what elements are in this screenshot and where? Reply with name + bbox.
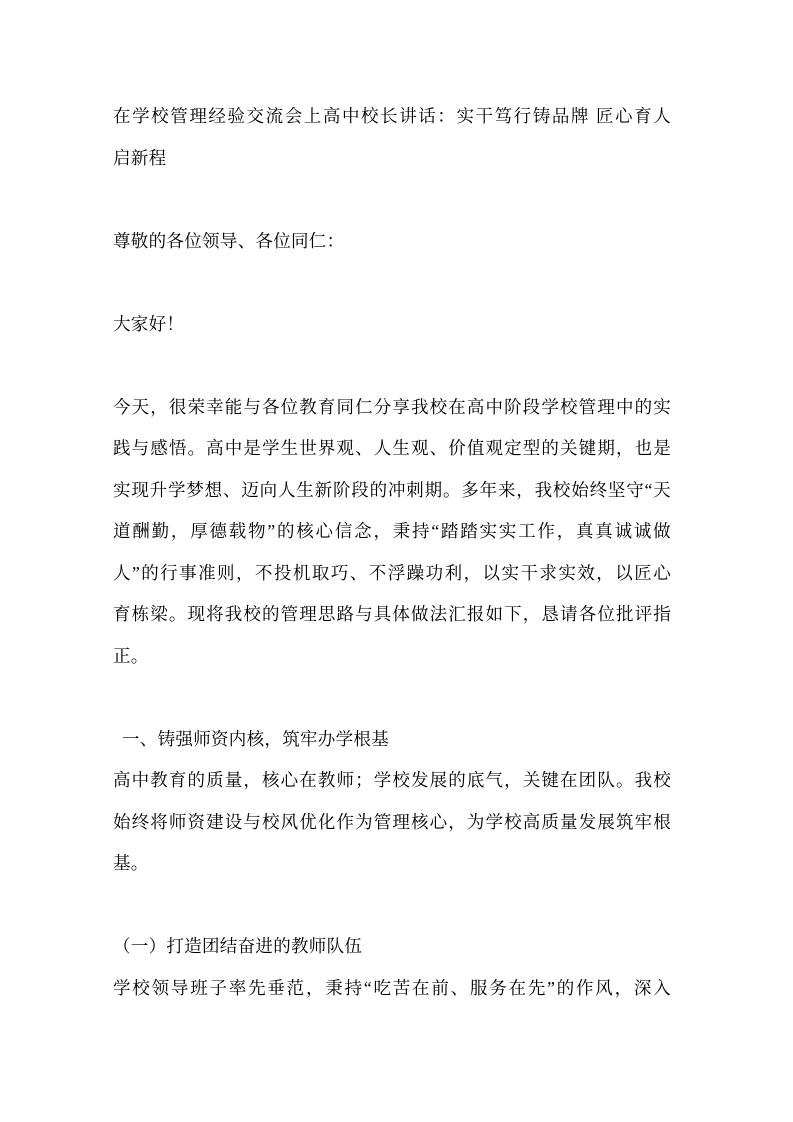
- subsection-1-1-paragraph-line: 学校领导班子率先垂范，秉持“吃苦在前、服务在先”的作风，深入: [113, 977, 671, 998]
- blank-line: [113, 262, 671, 304]
- title-line-2: 启新程: [113, 147, 167, 168]
- section-1-paragraph-line: 高中教育的质量，核心在教师；学校发展的底气，关键在团队。我校: [113, 770, 671, 790]
- intro-paragraph-line: 人”的行事准则，不投机取巧、不浮躁功利，以实干求实效，以匠心: [113, 562, 671, 583]
- intro-paragraph-line: 实现升学梦想、迈向人生新阶段的冲刺期。多年来，我校始终坚守“天: [113, 479, 671, 500]
- blank-line: [113, 677, 671, 719]
- title-line-1: 在学校管理经验交流会上高中校长讲话：实干笃行铸品牌 匠心育人: [113, 106, 671, 126]
- salutation-line: 尊敬的各位领导、各位同仁：: [113, 230, 345, 251]
- blank-line: [113, 885, 671, 927]
- greeting-line: 大家好！: [113, 313, 185, 334]
- intro-paragraph-line: 正。: [113, 645, 149, 666]
- intro-paragraph-line: 今天，很荣幸能与各位教育同仁分享我校在高中阶段学校管理中的实: [113, 396, 671, 417]
- section-1-paragraph-line: 基。: [113, 853, 149, 873]
- intro-paragraph-line: 道酬勤，厚德载物”的核心信念，秉持“踏踏实实工作，真真诚诚做: [113, 521, 671, 541]
- section-1-paragraph-line: 始终将师资建设与校风优化作为管理核心，为学校高质量发展筑牢根: [113, 811, 671, 832]
- intro-paragraph-line: 践与感悟。高中是学生世界观、人生观、价值观定型的关键期，也是: [113, 438, 671, 458]
- subsection-1-1-heading: （一）打造团结奋进的教师队伍: [113, 936, 363, 956]
- section-1-heading: 一、铸强师资内核，筑牢办学根基: [122, 728, 389, 749]
- blank-line: [113, 179, 671, 221]
- blank-line: [113, 345, 671, 387]
- intro-paragraph-line: 育栋梁。现将我校的管理思路与具体做法汇报如下，恳请各位批评指: [113, 604, 671, 624]
